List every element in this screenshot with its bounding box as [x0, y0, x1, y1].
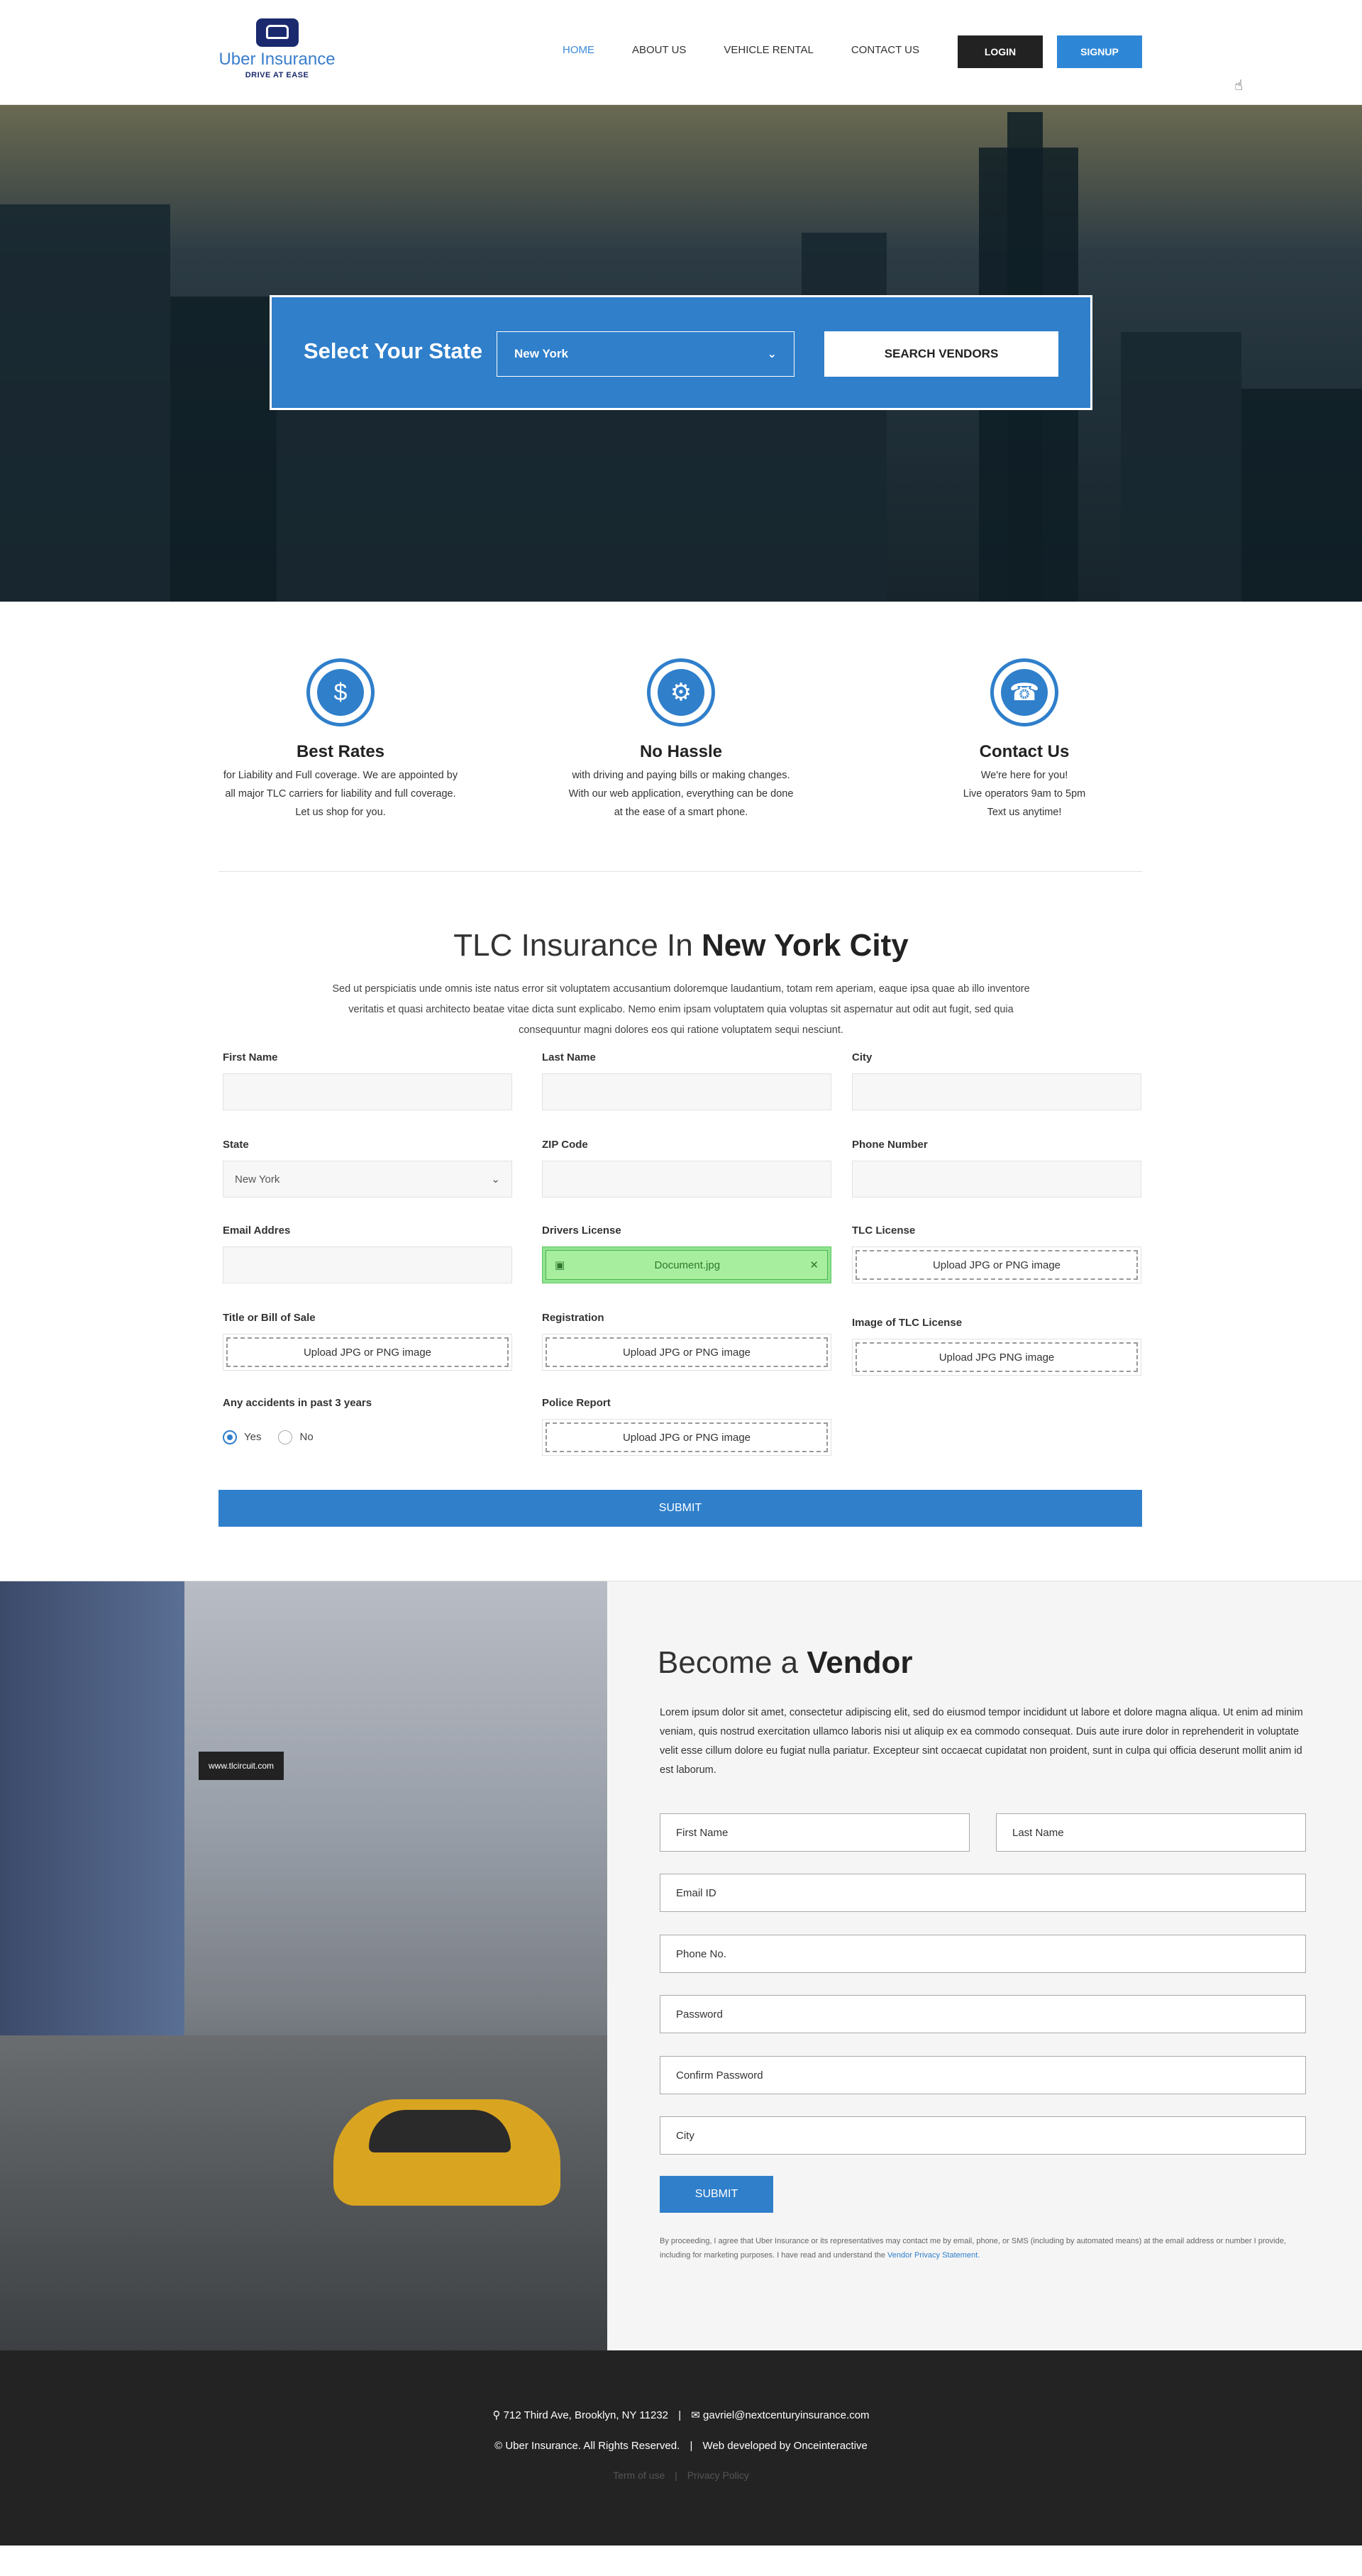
- close-icon[interactable]: ✕: [809, 1259, 819, 1271]
- site-header: [0, 0, 1362, 105]
- accidents-radio-group: [223, 1419, 372, 1456]
- vendor-first-name-input[interactable]: First Name: [660, 1813, 970, 1852]
- drivers-license-upload[interactable]: [542, 1246, 831, 1283]
- state-select[interactable]: New York ⌄: [223, 1161, 512, 1198]
- site-footer: [0, 2350, 1362, 2545]
- state-label: Select Your State: [304, 338, 483, 363]
- vendor-title: Become a Vendor: [658, 1645, 913, 1680]
- image-tlc-upload[interactable]: Upload JPG PNG image: [852, 1339, 1141, 1376]
- feature-best-rates: $ Best Rates for Liability and Full coverage. We are appointed by all major TLC carriers for liability and full coverage. Let us shop for you.: [213, 658, 468, 822]
- feature-contact-us: ☎ Contact Us We're here for you! Live operators 9am to 5pm Text us anytime!: [897, 658, 1152, 822]
- tlc-title: TLC Insurance In New York City: [453, 928, 909, 963]
- image-tlc-group: [852, 1317, 1141, 1376]
- police-report-group: [542, 1397, 831, 1456]
- phone-icon: ☎: [1001, 669, 1048, 716]
- car-logo-icon: [256, 18, 299, 47]
- footer-email[interactable]: gavriel@nextcenturyinsurance.com: [703, 2409, 870, 2421]
- vendor-confirm-password-input[interactable]: Confirm Password: [660, 2056, 1306, 2094]
- uploaded-file-name: Document.jpg: [654, 1259, 721, 1271]
- sign-text: www.tlcircuit.com: [199, 1752, 284, 1780]
- main-nav: [563, 44, 957, 56]
- tlc-submit-button[interactable]: SUBMIT: [218, 1490, 1142, 1527]
- footer-copyright: © Uber Insurance. All Rights Reserved. | Web developed by Onceinteractive: [494, 2440, 868, 2452]
- state-label: State: [223, 1139, 249, 1151]
- feature-title: Contact Us: [979, 742, 1070, 761]
- feature-title: No Hassle: [639, 742, 723, 761]
- nav-about-us[interactable]: ABOUT US: [632, 44, 687, 56]
- phone-group: [852, 1139, 1141, 1198]
- email-label: Email Addres: [223, 1225, 291, 1237]
- police-report-upload[interactable]: Upload JPG or PNG image: [542, 1419, 831, 1456]
- accidents-label: Any accidents in past 3 years: [223, 1397, 372, 1409]
- sports-car-photo: [0, 1581, 607, 2351]
- accidents-group: [223, 1397, 372, 1456]
- registration-upload[interactable]: Upload JPG or PNG image: [542, 1334, 831, 1371]
- first-name-input[interactable]: [223, 1073, 512, 1110]
- title-bill-upload[interactable]: Upload JPG or PNG image: [223, 1334, 512, 1371]
- vendor-phone-input[interactable]: Phone No.: [660, 1935, 1306, 1973]
- footer-contact: ⚲ 712 Third Ave, Brooklyn, NY 11232 | ✉ gavriel@nextcenturyinsurance.com: [492, 2409, 870, 2421]
- police-report-label: Police Report: [542, 1397, 611, 1409]
- logo-title: Uber Insurance: [218, 50, 336, 69]
- consent-note: By proceeding, I agree that Uber Insurance or its representatives may contact me by email, phone, or SMS (including by automated means) at the email address or number I provide, including for marketing purposes. I have read and understand the Vendor Privacy Statement.: [660, 2237, 1286, 2260]
- drivers-license-label: Drivers License: [542, 1225, 621, 1237]
- registration-group: [542, 1312, 831, 1371]
- vendor-password-input[interactable]: Password: [660, 1995, 1306, 2033]
- zip-label: ZIP Code: [542, 1139, 588, 1151]
- radio-no[interactable]: No: [278, 1430, 313, 1444]
- vendor-email-input[interactable]: Email ID: [660, 1874, 1306, 1912]
- nav-contact-us[interactable]: CONTACT US: [851, 44, 919, 56]
- city-input[interactable]: [852, 1073, 1141, 1110]
- signup-button[interactable]: SIGNUP: [1057, 35, 1142, 68]
- search-vendors-button[interactable]: SEARCH VENDORS: [824, 331, 1058, 377]
- state-dropdown-value: New York: [514, 347, 568, 360]
- login-button[interactable]: LOGIN: [958, 35, 1043, 68]
- footer-links: Term of use | Privacy Policy: [613, 2470, 749, 2481]
- tlc-description: Sed ut perspiciatis unde omnis iste natus error sit voluptatem accusantium doloremque laudantium, totam rem aperiam, eaque ipsa quae ab illo inventore veritatis et quasi architecto beatae vitae dicta sunt explicabo. Nemo enim ipsam voluptatem quia voluptas sit aspernatur aut odit aut fugit, sed quia consequuntur magni dolores eos qui ratione voluptatem sequi nesciunt.: [332, 983, 1030, 1036]
- gear-icon: ⚙: [658, 669, 704, 716]
- feature-title: Best Rates: [296, 742, 385, 761]
- title-bill-label: Title or Bill of Sale: [223, 1312, 316, 1324]
- vendor-section: [0, 1581, 1362, 2350]
- registration-label: Registration: [542, 1312, 604, 1324]
- privacy-link[interactable]: Privacy Policy: [687, 2470, 749, 2481]
- nav-home[interactable]: HOME: [563, 44, 594, 56]
- map-pin-icon: ⚲: [492, 2409, 501, 2421]
- phone-label: Phone Number: [852, 1139, 928, 1151]
- title-bill-group: [223, 1312, 512, 1371]
- city-group: [852, 1051, 1141, 1110]
- last-name-input[interactable]: [542, 1073, 831, 1110]
- money-icon: $: [317, 669, 364, 716]
- terms-link[interactable]: Term of use: [613, 2470, 665, 2481]
- last-name-group: [542, 1051, 831, 1110]
- phone-input[interactable]: [852, 1161, 1141, 1198]
- tlc-license-upload[interactable]: Upload JPG or PNG image: [852, 1246, 1141, 1283]
- zip-group: [542, 1139, 831, 1198]
- vendor-city-input[interactable]: City: [660, 2116, 1306, 2155]
- vendor-submit-button[interactable]: SUBMIT: [660, 2176, 773, 2213]
- tlc-license-group: [852, 1225, 1141, 1283]
- nav-vehicle-rental[interactable]: VEHICLE RENTAL: [724, 44, 814, 56]
- feature-no-hassle: ⚙ No Hassle with driving and paying bills or making changes. With our web application, everything can be done at the ease of a smart phone.: [553, 658, 809, 822]
- first-name-label: First Name: [223, 1051, 278, 1063]
- footer-address: 712 Third Ave, Brooklyn, NY 11232: [503, 2409, 669, 2421]
- logo[interactable]: [218, 18, 336, 79]
- last-name-label: Last Name: [542, 1051, 596, 1063]
- first-name-group: [223, 1051, 512, 1110]
- vendor-description: Lorem ipsum dolor sit amet, consectetur adipiscing elit, sed do eiusmod tempor incididunt ut labore et dolore magna aliqua. Ut enim ad minim veniam, quis nostrud exercitation ullamco laboris nisi ut aliquip ex ea commodo consequat. Duis aute irure dolor in reprehenderit in voluptate velit esse cillum dolore eu fugiat nulla pariatur. Excepteur sint occaecat cupidatat non proident, sunt in culpa qui officia deserunt mollit anim id est laborum.: [660, 1707, 1303, 1776]
- chevron-down-icon: ⌄: [491, 1173, 500, 1185]
- radio-yes[interactable]: Yes: [223, 1430, 261, 1444]
- city-label: City: [852, 1051, 873, 1063]
- state-dropdown[interactable]: [497, 331, 794, 377]
- image-tlc-label: Image of TLC License: [852, 1317, 963, 1329]
- zip-input[interactable]: [542, 1161, 831, 1198]
- tlc-form-section: [0, 871, 1362, 1581]
- features-section: [0, 602, 1362, 871]
- state-group: [223, 1139, 512, 1198]
- tlc-license-label: TLC License: [852, 1225, 916, 1237]
- vendor-last-name-input[interactable]: Last Name: [996, 1813, 1306, 1852]
- email-group: [223, 1225, 512, 1283]
- hero-banner: [0, 105, 1362, 602]
- drivers-license-group: [542, 1225, 831, 1283]
- hand-cursor-icon: ☝: [1234, 78, 1244, 94]
- logo-tagline: DRIVE AT EASE: [245, 71, 309, 79]
- privacy-statement-link[interactable]: Vendor Privacy Statement.: [887, 2251, 980, 2260]
- envelope-icon: ✉: [691, 2409, 700, 2421]
- state-search-panel: [270, 295, 1092, 410]
- chevron-down-icon: ⌄: [767, 348, 777, 360]
- image-icon: ▣: [555, 1259, 565, 1271]
- email-input[interactable]: [223, 1246, 512, 1283]
